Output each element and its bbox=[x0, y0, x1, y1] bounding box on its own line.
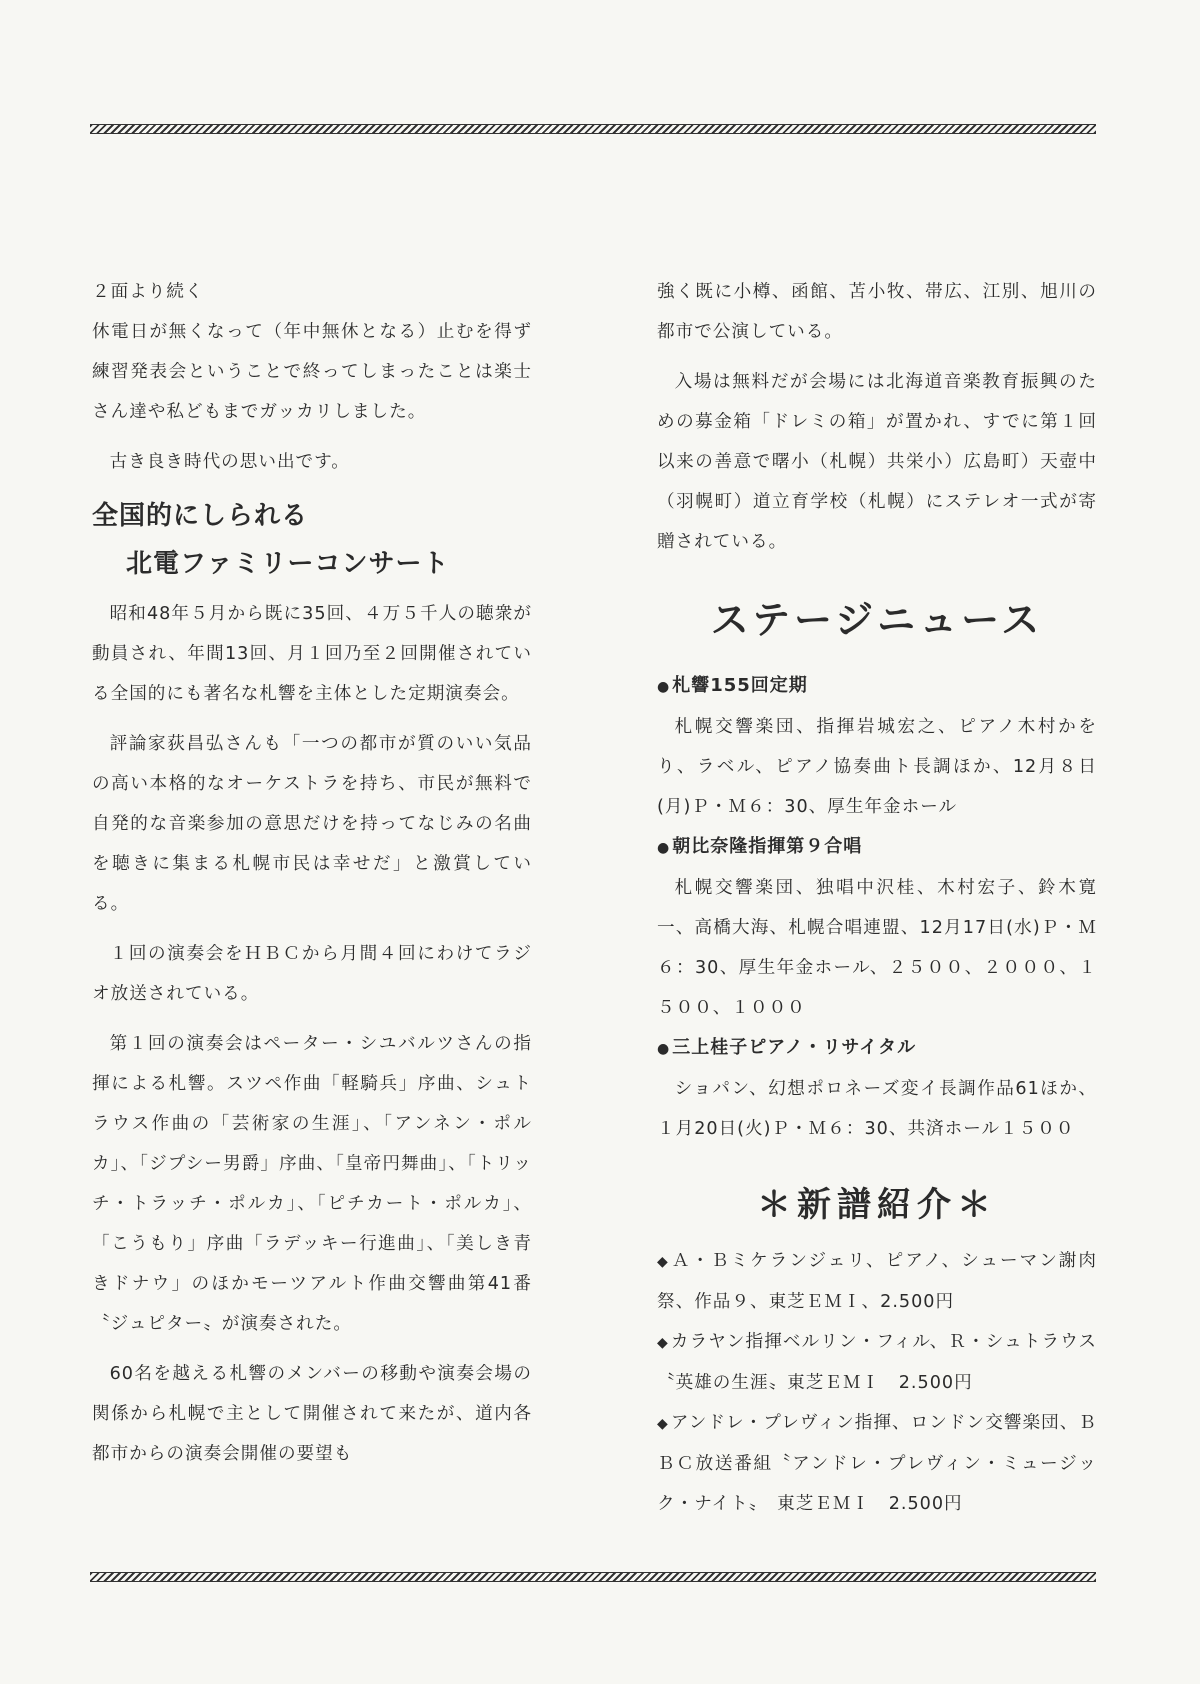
paragraph: 評論家荻昌弘さんも「一つの都市が質のいい気品の高い本格的なオーケストラを持ち、市民が無料で自発的な音楽参加の意思だけを持ってなじみの名曲を聴きに集まる札幌市民は幸せだ」と激賞している。 bbox=[92, 734, 532, 914]
record-text: カラヤン指揮ベルリン・フィル、Ｒ・シュトラウス〝英雄の生涯〟東芝ＥＭＩ 2.500円 bbox=[657, 1332, 1097, 1393]
paragraph: 昭和48年５月から既に35回、４万５千人の聴衆が動員され、年間13回、月１回乃至２回開催されている全国的にも著名な札響を主体とした定期演奏会。 bbox=[92, 604, 532, 704]
bullet-icon: ● bbox=[657, 840, 671, 856]
event-item bbox=[657, 1028, 1097, 1149]
event-title-text: 札響155回定期 bbox=[672, 675, 808, 696]
event-title-text: 三上桂子ピアノ・リサイタル bbox=[672, 1037, 917, 1058]
heading-stage-news: ステージニュース bbox=[710, 598, 1044, 642]
event-item bbox=[657, 827, 1097, 1028]
right-column bbox=[657, 272, 1097, 1524]
event-body: ショパン、幻想ポロネーズ変イ長調作品61ほか、１月20日(火)Ｐ・Ｍ６：30、共済ホール１５００ bbox=[657, 1079, 1097, 1139]
paragraph: 60名を越える札響のメンバーの移動や演奏会場の関係から札幌で主として開催されて来たが、道内各都市からの演奏会開催の要望も bbox=[92, 1364, 532, 1464]
event-title bbox=[657, 827, 1097, 868]
diamond-icon: ◆ bbox=[657, 1416, 669, 1432]
top-decorative-rule bbox=[90, 124, 1096, 134]
heading-family-concert: 北電ファミリーコンサート bbox=[126, 549, 450, 579]
heading-new-records: ＊新譜紹介＊ bbox=[757, 1185, 997, 1225]
bottom-decorative-rule bbox=[90, 1572, 1096, 1582]
bullet-icon: ● bbox=[657, 1041, 671, 1057]
record-text: アンドレ・プレヴィン指揮、ロンドン交響楽団、ＢＢＣ放送番組〝アンドレ・プレヴィン・ミュージック・ナイト〟 東芝ＥＭＩ 2.500円 bbox=[657, 1413, 1097, 1514]
diamond-icon: ◆ bbox=[657, 1254, 670, 1270]
record-item bbox=[657, 1322, 1097, 1403]
left-column bbox=[92, 272, 532, 1484]
paragraph: 第１回の演奏会はペーター・シユバルツさんの指揮による札響。スツペ作曲「軽騎兵」序曲、シュトラウス作曲の「芸術家の生涯」、「アンネン・ポルカ」、「ジプシー男爵」序曲、「皇帝円舞曲」、「トリッチ・トラッチ・ポルカ」、「ピチカート・ポルカ」、「こうもり」序曲「ラデッキー行進曲」、「美しき青きドナウ」のほかモーツアルト作曲交響曲第41番〝ジュピター〟が演奏された。 bbox=[92, 1034, 532, 1334]
event-body: 札幌交響楽団、独唱中沢桂、木村宏子、鈴木寛一、高橋大海、札幌合唱連盟、12月17日(水)Ｐ・Ｍ６：30、厚生年金ホール、２５００、２０００、１５００、１０００ bbox=[657, 878, 1097, 1018]
paragraph: 入場は無料だが会場には北海道音楽教育振興のための募金箱「ドレミの箱」が置かれ、すでに第１回以来の善意で曙小（札幌）共栄小）広島町）天壺中（羽幌町）道立育学校（札幌）にステレオ一式が寄贈されている。 bbox=[657, 372, 1097, 552]
bullet-icon: ● bbox=[657, 679, 671, 695]
event-title bbox=[657, 1028, 1097, 1069]
event-item bbox=[657, 666, 1097, 827]
heading-national: 全国的にしられる bbox=[92, 501, 309, 531]
paragraph: 強く既に小樽、函館、苫小牧、帯広、江別、旭川の都市で公演している。 bbox=[657, 282, 1097, 342]
record-item bbox=[657, 1403, 1097, 1524]
record-item bbox=[657, 1241, 1097, 1322]
record-text: Ａ・Ｂミケランジェリ、ピアノ、シューマン謝肉祭、作品９、東芝ＥＭＩ、2.500円 bbox=[657, 1251, 1097, 1312]
event-title bbox=[657, 666, 1097, 707]
continued-note: ２面より続く bbox=[92, 282, 204, 302]
event-body: 札幌交響楽団、指揮岩城宏之、ピアノ木村かをり、ラベル、ピアノ協奏曲ト長調ほか、12月８日(月)Ｐ・Ｍ６：30、厚生年金ホール bbox=[657, 717, 1097, 817]
paragraph: １回の演奏会をＨＢＣから月間４回にわけてラジオ放送されている。 bbox=[92, 944, 532, 1004]
diamond-icon: ◆ bbox=[657, 1335, 669, 1351]
event-title-text: 朝比奈隆指揮第９合唱 bbox=[672, 836, 863, 857]
intro-paragraph: 休電日が無くなって（年中無休となる）止むを得ず練習発表会ということで終ってしまったことは楽士さん達や私どもまでガッカリしました。 bbox=[92, 322, 532, 422]
old-times-line: 古き良き時代の思い出です。 bbox=[109, 452, 350, 472]
